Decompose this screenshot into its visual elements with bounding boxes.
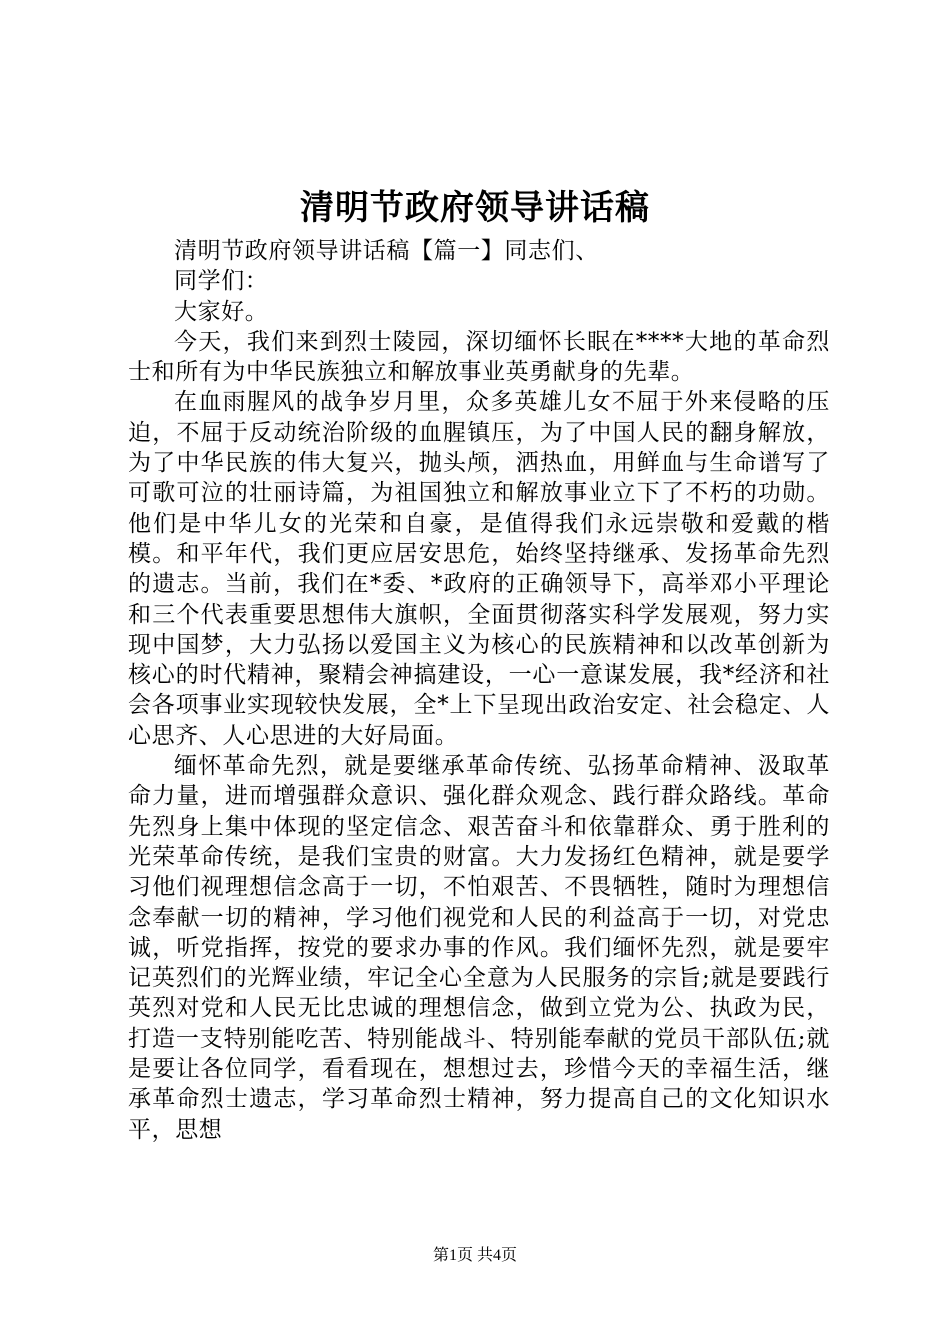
paragraph-commemoration: 缅怀革命先烈，就是要继承革命传统、弘扬革命精神、汲取革命力量，进而增强群众意识、强化群众观念、践行群众路线。革命先烈身上集中体现的坚定信念、艰苦奋斗和依靠群众、勇于胜利的光荣革命传统，是我们宝贵的财富。大力发扬红色精神，就是要学习他们视理想信念高于一切，不怕艰苦、不畏牺牲，随时为理想信念奉献一切的精神，学习他们视党和人民的利益高于一切，对党忠诚，听党指挥，按党的要求办事的作风。我们缅怀先烈，就是要牢记英烈们的光辉业绩，牢记全心全意为人民服务的宗旨;就是要践行英烈对党和人民无比忠诚的理想信念，做到立党为公、执政为民，打造一支特别能吃苦、特别能战斗、特别能奉献的党员干部队伍;就是要让各位同学，看看现在，想想过去，珍惜今天的幸福生活，继承革命烈士遗志，学习革命烈士精神，努力提高自己的文化知识水平，思想 bbox=[128, 753, 830, 1143]
paragraph-salutation: 同学们： bbox=[174, 268, 269, 295]
document-body bbox=[128, 236, 830, 1145]
paragraph-heading-line: 清明节政府领导讲话稿【篇一】同志们、 bbox=[174, 238, 599, 264]
page-number-footer: 第1页 共4页 bbox=[432, 1247, 517, 1264]
paragraph-opening: 今天，我们来到烈士陵园，深切缅怀长眠在****大地的革命烈士和所有为中华民族独立和解放事业英勇献身的先辈。 bbox=[128, 328, 830, 386]
document-title: 清明节政府领导讲话稿 bbox=[300, 188, 650, 228]
paragraph-history: 在血雨腥风的战争岁月里，众多英雄儿女不屈于外来侵略的压迫，不屈于反动统治阶级的血腥镇压，为了中国人民的翻身解放，为了中华民族的伟大复兴，抛头颅，洒热血，用鲜血与生命谱写了可歌可泣的壮丽诗篇，为祖国独立和解放事业立下了不朽的功勋。他们是中华儿女的光荣和自豪，是值得我们永远崇敬和爱戴的楷模。和平年代，我们更应居安思危，始终坚持继承、发扬革命先烈的遗志。当前，我们在*委、*政府的正确领导下，高举邓小平理论和三个代表重要思想伟大旗帜，全面贯彻落实科学发展观，努力实现中国梦，大力弘扬以爱国主义为核心的民族精神和以改革创新为核心的时代精神，聚精会神搞建设，一心一意谋发展，我*经济和社会各项事业实现较快发展，全*上下呈现出政治安定、社会稳定、人心思齐、人心思进的大好局面。 bbox=[128, 389, 830, 749]
paragraph-greeting: 大家好。 bbox=[174, 298, 269, 325]
